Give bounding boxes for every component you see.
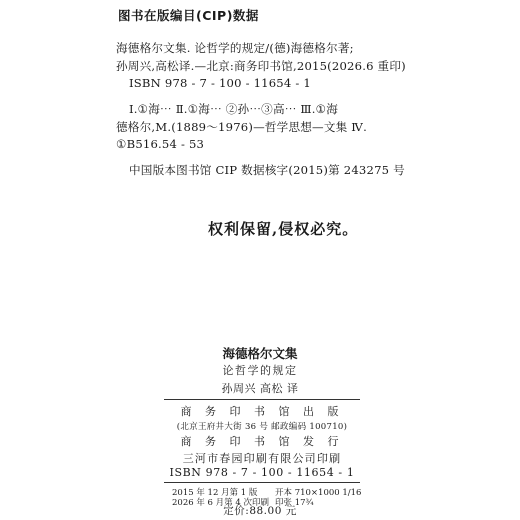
rights-notice: 权利保留,侵权必究。 xyxy=(208,220,359,238)
cip-heading: 图书在版编目(CIP)数据 xyxy=(118,8,259,23)
cip-approval-number: 中国版本图书馆 CIP 数据核字(2015)第 243275 号 xyxy=(129,163,405,177)
imprint-isbn: ISBN 978 - 7 - 100 - 11654 - 1 xyxy=(169,466,355,479)
cip-subject-line-2: 德格尔,M.(1889～1976)—哲学思想—文集 Ⅳ. xyxy=(116,120,367,134)
translators: 孙周兴 高松 译 xyxy=(221,382,299,395)
cip-catalog-line-1: 海德格尔文集. 论哲学的规定/(德)海德格尔著; xyxy=(116,41,354,55)
book-title: 论哲学的规定 xyxy=(222,364,298,377)
imprint-rule-bottom xyxy=(164,482,360,483)
imprint-rule-top xyxy=(164,399,360,400)
printed-sheets: 印张 17¾ xyxy=(275,498,314,508)
first-edition-date: 2015 年 12 月第 1 版 xyxy=(172,488,258,498)
printer: 三河市春园印刷有限公司印刷 xyxy=(182,452,342,465)
publisher: 商 务 印 书 馆 出 版 xyxy=(180,405,344,418)
cip-classification: ①B516.54 - 53 xyxy=(116,137,205,151)
price: 定价:88.00 元 xyxy=(223,505,297,517)
book-format: 开本 710×1000 1/16 xyxy=(275,488,362,498)
distributor: 商 务 印 书 馆 发 行 xyxy=(180,435,344,448)
cip-catalog-line-2: 孙周兴,高松译.—北京:商务印书馆,2015(2026.6 重印) xyxy=(116,59,406,73)
cip-isbn: ISBN 978 - 7 - 100 - 11654 - 1 xyxy=(129,76,311,90)
reprint-date: 2026 年 6 月第 4 次印刷 xyxy=(172,498,269,508)
series-title: 海德格尔文集 xyxy=(222,346,298,361)
publisher-address: (北京王府井大街 36 号 邮政编码 100710) xyxy=(176,422,348,432)
cip-subject-line-1: Ⅰ.①海⋯ Ⅱ.①海⋯ ②孙⋯③高⋯ Ⅲ.①海 xyxy=(129,102,339,116)
